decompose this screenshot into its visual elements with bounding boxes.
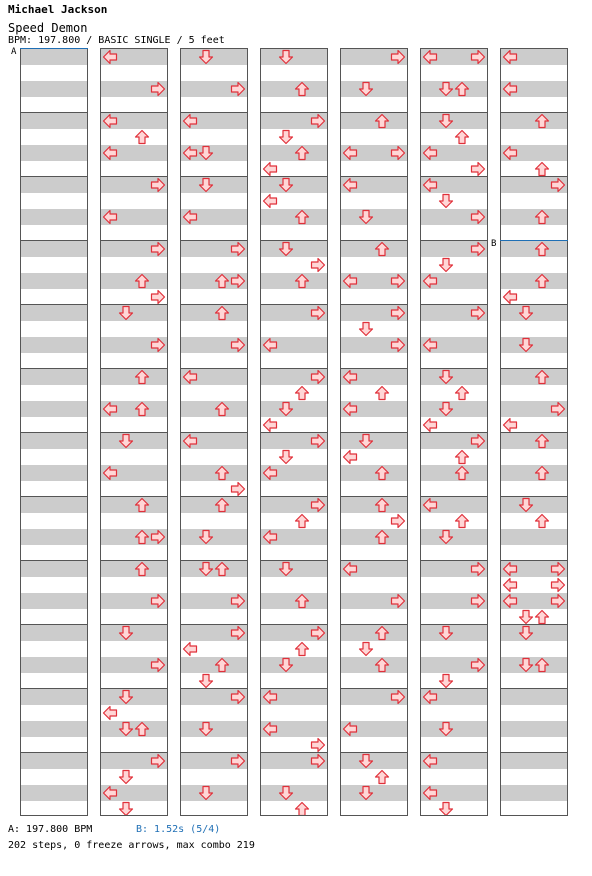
arrow-up-icon bbox=[134, 273, 150, 289]
arrow-down-icon bbox=[518, 337, 534, 353]
arrow-down-icon bbox=[358, 641, 374, 657]
measure-line bbox=[341, 752, 407, 753]
arrow-up-icon bbox=[454, 385, 470, 401]
arrow-left-icon bbox=[422, 417, 438, 433]
arrow-right-icon bbox=[150, 81, 166, 97]
arrow-up-icon bbox=[134, 497, 150, 513]
arrow-right-icon bbox=[150, 177, 166, 193]
measure-line bbox=[421, 112, 487, 113]
arrow-right-icon bbox=[470, 209, 486, 225]
arrow-left-icon bbox=[502, 417, 518, 433]
arrow-left-icon bbox=[262, 529, 278, 545]
chart-column bbox=[500, 48, 568, 816]
arrow-left-icon bbox=[502, 289, 518, 305]
arrow-right-icon bbox=[230, 481, 246, 497]
arrow-down-icon bbox=[278, 177, 294, 193]
measure-line bbox=[21, 176, 87, 177]
arrow-up-icon bbox=[134, 129, 150, 145]
arrow-right-icon bbox=[550, 177, 566, 193]
arrow-up-icon bbox=[214, 657, 230, 673]
measure-line bbox=[261, 240, 327, 241]
arrow-up-icon bbox=[534, 113, 550, 129]
arrow-up-icon bbox=[534, 161, 550, 177]
arrow-left-icon bbox=[262, 689, 278, 705]
arrow-left-icon bbox=[102, 465, 118, 481]
arrow-right-icon bbox=[550, 561, 566, 577]
arrow-up-icon bbox=[294, 209, 310, 225]
arrow-right-icon bbox=[310, 113, 326, 129]
arrow-right-icon bbox=[390, 49, 406, 65]
arrow-up-icon bbox=[374, 497, 390, 513]
arrow-right-icon bbox=[150, 337, 166, 353]
arrow-down-icon bbox=[278, 561, 294, 577]
arrow-right-icon bbox=[470, 561, 486, 577]
arrow-left-icon bbox=[262, 465, 278, 481]
measure-line bbox=[341, 432, 407, 433]
arrow-down-icon bbox=[118, 625, 134, 641]
arrow-right-icon bbox=[150, 529, 166, 545]
arrow-right-icon bbox=[470, 161, 486, 177]
arrow-down-icon bbox=[518, 609, 534, 625]
arrow-down-icon bbox=[358, 321, 374, 337]
measure-line bbox=[21, 496, 87, 497]
arrow-right-icon bbox=[230, 753, 246, 769]
arrow-left-icon bbox=[502, 81, 518, 97]
arrow-right-icon bbox=[550, 577, 566, 593]
arrow-down-icon bbox=[518, 625, 534, 641]
arrow-left-icon bbox=[342, 273, 358, 289]
arrow-left-icon bbox=[182, 433, 198, 449]
arrow-up-icon bbox=[134, 401, 150, 417]
arrow-up-icon bbox=[454, 465, 470, 481]
arrow-up-icon bbox=[454, 513, 470, 529]
arrow-right-icon bbox=[150, 241, 166, 257]
marker-line bbox=[20, 48, 88, 49]
arrow-left-icon bbox=[342, 369, 358, 385]
arrow-right-icon bbox=[230, 81, 246, 97]
arrow-up-icon bbox=[294, 641, 310, 657]
marker-line bbox=[500, 240, 568, 241]
arrow-left-icon bbox=[262, 721, 278, 737]
arrow-right-icon bbox=[230, 689, 246, 705]
measure-line bbox=[101, 624, 167, 625]
arrow-right-icon bbox=[230, 337, 246, 353]
arrow-down-icon bbox=[118, 433, 134, 449]
arrow-down-icon bbox=[118, 801, 134, 816]
arrow-left-icon bbox=[182, 145, 198, 161]
arrow-right-icon bbox=[390, 337, 406, 353]
arrow-right-icon bbox=[470, 49, 486, 65]
arrow-up-icon bbox=[454, 129, 470, 145]
arrow-left-icon bbox=[422, 273, 438, 289]
arrow-up-icon bbox=[374, 625, 390, 641]
arrow-up-icon bbox=[374, 113, 390, 129]
arrow-left-icon bbox=[182, 369, 198, 385]
arrow-up-icon bbox=[294, 513, 310, 529]
arrow-up-icon bbox=[374, 529, 390, 545]
arrow-right-icon bbox=[310, 369, 326, 385]
arrow-up-icon bbox=[214, 561, 230, 577]
arrow-down-icon bbox=[118, 689, 134, 705]
measure-line bbox=[501, 752, 567, 753]
arrow-up-icon bbox=[134, 561, 150, 577]
arrow-down-icon bbox=[438, 193, 454, 209]
arrow-right-icon bbox=[470, 657, 486, 673]
arrow-right-icon bbox=[550, 593, 566, 609]
arrow-left-icon bbox=[262, 337, 278, 353]
arrow-left-icon bbox=[262, 161, 278, 177]
chart-column bbox=[420, 48, 488, 816]
arrow-down-icon bbox=[438, 369, 454, 385]
arrow-left-icon bbox=[502, 577, 518, 593]
arrow-down-icon bbox=[118, 769, 134, 785]
arrow-right-icon bbox=[390, 689, 406, 705]
arrow-up-icon bbox=[294, 593, 310, 609]
arrow-right-icon bbox=[310, 737, 326, 753]
arrow-up-icon bbox=[374, 769, 390, 785]
arrow-down-icon bbox=[198, 561, 214, 577]
arrow-left-icon bbox=[262, 193, 278, 209]
measure-line bbox=[501, 496, 567, 497]
arrow-left-icon bbox=[502, 593, 518, 609]
measure-line bbox=[181, 176, 247, 177]
measure-line bbox=[21, 112, 87, 113]
arrow-down-icon bbox=[198, 177, 214, 193]
arrow-down-icon bbox=[438, 401, 454, 417]
arrow-up-icon bbox=[534, 657, 550, 673]
arrow-left-icon bbox=[502, 145, 518, 161]
arrow-right-icon bbox=[310, 433, 326, 449]
arrow-down-icon bbox=[198, 673, 214, 689]
arrow-down-icon bbox=[198, 785, 214, 801]
bpm-legend: A: 197.800 BPM bbox=[8, 824, 93, 835]
arrow-right-icon bbox=[390, 273, 406, 289]
chart-column bbox=[340, 48, 408, 816]
arrow-left-icon bbox=[102, 705, 118, 721]
arrow-left-icon bbox=[422, 689, 438, 705]
arrow-left-icon bbox=[182, 113, 198, 129]
arrow-right-icon bbox=[550, 401, 566, 417]
arrow-down-icon bbox=[278, 657, 294, 673]
arrow-up-icon bbox=[294, 145, 310, 161]
arrow-right-icon bbox=[310, 625, 326, 641]
measure-line bbox=[501, 688, 567, 689]
arrow-down-icon bbox=[278, 129, 294, 145]
arrow-down-icon bbox=[118, 305, 134, 321]
arrow-up-icon bbox=[294, 81, 310, 97]
arrow-up-icon bbox=[294, 273, 310, 289]
arrow-up-icon bbox=[534, 513, 550, 529]
arrow-right-icon bbox=[150, 657, 166, 673]
arrow-left-icon bbox=[342, 177, 358, 193]
arrow-down-icon bbox=[438, 801, 454, 816]
arrow-right-icon bbox=[230, 241, 246, 257]
arrow-down-icon bbox=[358, 433, 374, 449]
measure-line bbox=[421, 624, 487, 625]
measure-line bbox=[21, 240, 87, 241]
arrow-down-icon bbox=[278, 241, 294, 257]
arrow-down-icon bbox=[438, 113, 454, 129]
measure-line bbox=[21, 752, 87, 753]
arrow-left-icon bbox=[502, 561, 518, 577]
arrow-down-icon bbox=[518, 657, 534, 673]
arrow-up-icon bbox=[374, 241, 390, 257]
arrow-up-icon bbox=[134, 529, 150, 545]
arrow-down-icon bbox=[358, 81, 374, 97]
arrow-right-icon bbox=[230, 273, 246, 289]
arrow-up-icon bbox=[534, 433, 550, 449]
arrow-up-icon bbox=[214, 465, 230, 481]
arrow-down-icon bbox=[118, 721, 134, 737]
song-title: Speed Demon bbox=[8, 21, 88, 35]
arrow-up-icon bbox=[134, 369, 150, 385]
arrow-up-icon bbox=[294, 801, 310, 816]
measure-line bbox=[21, 688, 87, 689]
arrow-left-icon bbox=[422, 497, 438, 513]
marker-label: A bbox=[11, 47, 17, 57]
arrow-left-icon bbox=[422, 753, 438, 769]
arrow-up-icon bbox=[534, 609, 550, 625]
measure-line bbox=[21, 624, 87, 625]
arrow-up-icon bbox=[214, 401, 230, 417]
arrow-right-icon bbox=[390, 593, 406, 609]
arrow-left-icon bbox=[342, 449, 358, 465]
arrow-down-icon bbox=[438, 673, 454, 689]
arrow-right-icon bbox=[310, 497, 326, 513]
measure-line bbox=[21, 432, 87, 433]
arrow-left-icon bbox=[422, 337, 438, 353]
arrow-up-icon bbox=[294, 385, 310, 401]
arrow-up-icon bbox=[534, 209, 550, 225]
arrow-down-icon bbox=[438, 625, 454, 641]
artist-name: Michael Jackson bbox=[8, 3, 108, 16]
marker-label: B bbox=[491, 239, 497, 249]
arrow-right-icon bbox=[310, 753, 326, 769]
chart-stats: 202 steps, 0 freeze arrows, max combo 219 bbox=[8, 840, 255, 851]
arrow-down-icon bbox=[198, 529, 214, 545]
measure-line bbox=[21, 304, 87, 305]
arrow-up-icon bbox=[374, 465, 390, 481]
stop-legend: B: 1.52s (5/4) bbox=[136, 824, 221, 835]
arrow-right-icon bbox=[470, 241, 486, 257]
measure-line bbox=[21, 368, 87, 369]
chart-column bbox=[180, 48, 248, 816]
arrow-down-icon bbox=[198, 721, 214, 737]
arrow-up-icon bbox=[534, 241, 550, 257]
arrow-left-icon bbox=[102, 785, 118, 801]
arrow-down-icon bbox=[438, 81, 454, 97]
chart-column bbox=[20, 48, 88, 816]
arrow-left-icon bbox=[502, 49, 518, 65]
arrow-left-icon bbox=[102, 209, 118, 225]
arrow-up-icon bbox=[534, 465, 550, 481]
measure-line bbox=[261, 560, 327, 561]
arrow-up-icon bbox=[454, 449, 470, 465]
arrow-right-icon bbox=[230, 593, 246, 609]
arrow-left-icon bbox=[102, 113, 118, 129]
arrow-up-icon bbox=[214, 497, 230, 513]
arrow-left-icon bbox=[422, 145, 438, 161]
arrow-up-icon bbox=[214, 305, 230, 321]
arrow-down-icon bbox=[438, 257, 454, 273]
arrow-down-icon bbox=[358, 785, 374, 801]
arrow-right-icon bbox=[470, 305, 486, 321]
arrow-left-icon bbox=[182, 209, 198, 225]
measure-line bbox=[101, 688, 167, 689]
arrow-up-icon bbox=[134, 721, 150, 737]
arrow-left-icon bbox=[102, 145, 118, 161]
arrow-right-icon bbox=[150, 753, 166, 769]
arrow-left-icon bbox=[422, 177, 438, 193]
arrow-up-icon bbox=[454, 81, 470, 97]
arrow-left-icon bbox=[342, 721, 358, 737]
arrow-right-icon bbox=[230, 625, 246, 641]
arrow-down-icon bbox=[278, 49, 294, 65]
arrow-right-icon bbox=[470, 433, 486, 449]
arrow-left-icon bbox=[262, 417, 278, 433]
arrow-up-icon bbox=[534, 273, 550, 289]
arrow-right-icon bbox=[310, 305, 326, 321]
arrow-up-icon bbox=[374, 657, 390, 673]
arrow-down-icon bbox=[438, 529, 454, 545]
arrow-up-icon bbox=[214, 273, 230, 289]
arrow-down-icon bbox=[278, 785, 294, 801]
arrow-left-icon bbox=[422, 49, 438, 65]
arrow-down-icon bbox=[518, 305, 534, 321]
arrow-down-icon bbox=[358, 753, 374, 769]
arrow-right-icon bbox=[150, 289, 166, 305]
arrow-right-icon bbox=[310, 257, 326, 273]
arrow-down-icon bbox=[438, 721, 454, 737]
arrow-up-icon bbox=[534, 369, 550, 385]
arrow-right-icon bbox=[470, 593, 486, 609]
arrow-right-icon bbox=[390, 513, 406, 529]
arrow-left-icon bbox=[102, 49, 118, 65]
arrow-right-icon bbox=[390, 145, 406, 161]
arrow-down-icon bbox=[358, 209, 374, 225]
arrow-right-icon bbox=[150, 593, 166, 609]
arrow-left-icon bbox=[342, 561, 358, 577]
chart-info: BPM: 197.800 / BASIC SINGLE / 5 feet bbox=[8, 35, 225, 46]
arrow-left-icon bbox=[422, 785, 438, 801]
arrow-down-icon bbox=[518, 497, 534, 513]
arrow-right-icon bbox=[390, 305, 406, 321]
arrow-left-icon bbox=[102, 401, 118, 417]
arrow-down-icon bbox=[198, 145, 214, 161]
measure-line bbox=[101, 432, 167, 433]
arrow-up-icon bbox=[374, 385, 390, 401]
arrow-down-icon bbox=[278, 401, 294, 417]
chart-column bbox=[100, 48, 168, 816]
arrow-left-icon bbox=[182, 641, 198, 657]
arrow-left-icon bbox=[342, 401, 358, 417]
measure-line bbox=[21, 560, 87, 561]
measure-line bbox=[421, 368, 487, 369]
arrow-left-icon bbox=[342, 145, 358, 161]
arrow-down-icon bbox=[278, 449, 294, 465]
chart-column bbox=[260, 48, 328, 816]
arrow-down-icon bbox=[198, 49, 214, 65]
